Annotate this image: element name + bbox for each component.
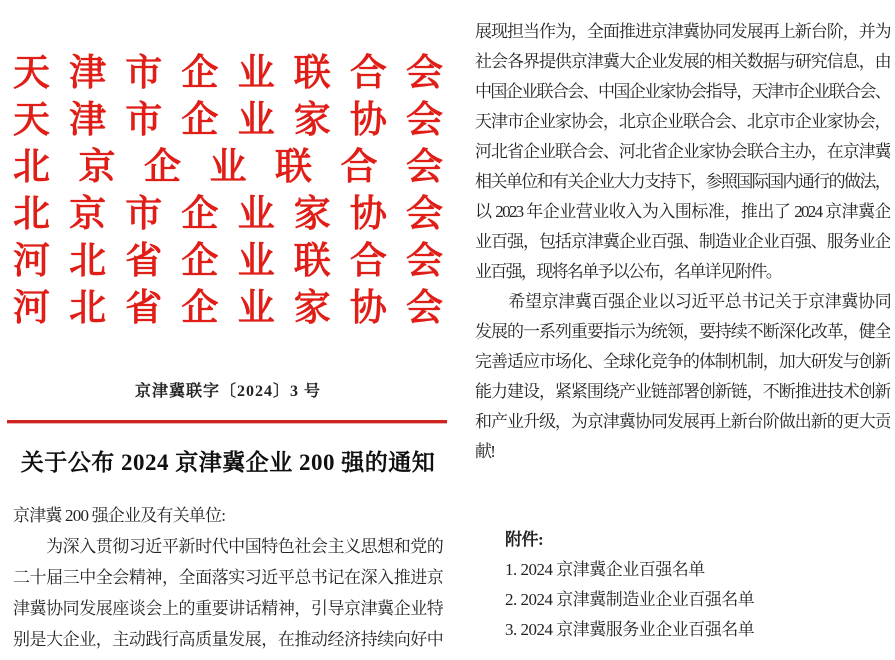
text-line: 业百强，现将名单予以公布，名单详见附件。 xyxy=(475,262,781,281)
attachments-list xyxy=(505,555,890,645)
text-line: 献! xyxy=(475,442,495,461)
text-line: 别是大企业，主动践行高质量发展，在推动经济持续向好中 xyxy=(13,630,443,649)
document-number: 京津冀联字〔2024〕3 号 xyxy=(134,383,321,400)
text-line: 津冀协同发展座谈会上的重要讲话精神，引导京津冀企业特 xyxy=(13,599,443,618)
text-line: 相关单位和有关企业大力支持下，参照国际国内通行的做法， xyxy=(475,172,890,191)
left-body-text xyxy=(13,500,443,655)
text-line: 能力建设，紧紧围绕产业链部署创新链，不断推进技术创新 xyxy=(475,382,890,401)
attachment-item: 3. 2024 京津冀服务业企业百强名单 xyxy=(505,620,755,639)
text-line: 希望京津冀百强企业以习近平总书记关于京津冀协同 xyxy=(475,292,890,311)
letterhead-line: 河 北 省 企 业 联 合 会 xyxy=(13,241,443,282)
text-line: 二十届三中全会精神，全面落实习近平总书记在深入推进京 xyxy=(13,568,443,587)
red-divider-rule xyxy=(7,420,447,423)
letterhead-line: 北 京 企 业 联 合 会 xyxy=(13,147,443,188)
text-line: 为深入贯彻习近平新时代中国特色社会主义思想和党的 xyxy=(13,537,443,556)
right-body-text xyxy=(475,0,890,467)
text-line: 业百强，包括京津冀企业百强、制造业企业百强、服务业企 xyxy=(475,232,890,251)
right-column xyxy=(475,0,890,645)
text-line: 京津冀 200 强企业及有关单位: xyxy=(13,506,226,525)
text-line: 社会各界提供京津冀大企业发展的相关数据与研究信息，由 xyxy=(475,52,890,71)
text-line: 天津市企业家协会，北京企业联合会、北京市企业家协会， xyxy=(475,112,890,131)
text-line: 和产业升级，为京津冀协同发展再上新台阶做出新的更大贡 xyxy=(475,412,890,431)
attachment-item: 1. 2024 京津冀企业百强名单 xyxy=(505,560,705,579)
attachments-label: 附件: xyxy=(505,530,544,549)
letterhead-line: 河 北 省 企 业 家 协 会 xyxy=(13,288,443,329)
letterhead-line: 天 津 市 企 业 联 合 会 xyxy=(13,53,443,94)
letterhead-line: 天 津 市 企 业 家 协 会 xyxy=(13,100,443,141)
letterhead xyxy=(13,50,443,332)
text-line: 完善适应市场化、全球化竞争的体制机制，加大研发与创新 xyxy=(475,352,890,371)
attachment-item: 2. 2024 京津冀制造业企业百强名单 xyxy=(505,590,755,609)
letterhead-line: 北 京 市 企 业 家 协 会 xyxy=(13,194,443,235)
document-title: 关于公布 2024 京津冀企业 200 强的通知 xyxy=(20,450,436,475)
attachments-section xyxy=(475,525,890,645)
text-line: 河北省企业联合会、河北省企业家协会联合主办，在京津冀 xyxy=(475,142,890,161)
text-line: 发展的一系列重要指示为统领，要持续不断深化改革，健全 xyxy=(475,322,890,341)
text-line: 展现担当作为，全面推进京津冀协同发展再上新台阶，并为 xyxy=(475,22,890,41)
left-column xyxy=(13,0,443,655)
text-line: 中国企业联合会、中国企业家协会指导，天津市企业联合会、 xyxy=(475,82,890,101)
text-line: 以 2023 年企业营业收入为入围标准，推出了 2024 京津冀企 xyxy=(475,202,890,221)
